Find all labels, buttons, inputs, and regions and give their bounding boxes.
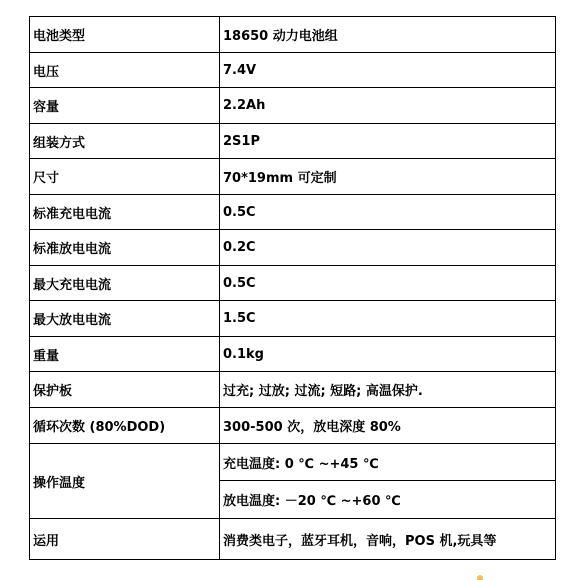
battery-spec-table bbox=[29, 16, 556, 560]
spec-value-battery-type: 18650 动力电池组 bbox=[220, 17, 556, 53]
spec-value-application: 消费类电子，蓝牙耳机，音响，POS 机,玩具等 bbox=[220, 519, 556, 560]
spec-label-battery-type: 电池类型 bbox=[30, 17, 220, 53]
spec-value-max-discharge-current: 1.5C bbox=[220, 301, 556, 337]
spec-row-application bbox=[30, 519, 556, 560]
spec-row-operating-temp bbox=[30, 444, 556, 481]
spec-value-max-charge-current: 0.5C bbox=[220, 266, 556, 301]
spec-row-cycle-count bbox=[30, 408, 556, 444]
spec-row-max-charge-current bbox=[30, 266, 556, 301]
spec-row-capacity bbox=[30, 88, 556, 124]
spec-value-discharge-temp: 放电温度: －20 ℃ ~+60 ℃ bbox=[220, 481, 556, 519]
spec-label-application: 运用 bbox=[30, 519, 220, 560]
spec-value-capacity: 2.2Ah bbox=[220, 88, 556, 124]
spec-row-max-discharge-current bbox=[30, 301, 556, 337]
spec-row-assembly bbox=[30, 124, 556, 159]
spec-label-assembly: 组装方式 bbox=[30, 124, 220, 159]
spec-label-operating-temp: 操作温度 bbox=[30, 444, 220, 519]
spec-label-std-charge-current: 标准充电电流 bbox=[30, 195, 220, 230]
spec-value-protection-board: 过充; 过放; 过流; 短路; 高温保护. bbox=[220, 372, 556, 408]
spec-label-max-discharge-current: 最大放电电流 bbox=[30, 301, 220, 337]
spec-row-std-discharge-current bbox=[30, 230, 556, 266]
spec-row-std-charge-current bbox=[30, 195, 556, 230]
spec-label-protection-board: 保护板 bbox=[30, 372, 220, 408]
spec-row-voltage bbox=[30, 53, 556, 88]
spec-value-weight: 0.1kg bbox=[220, 337, 556, 372]
spec-value-std-charge-current: 0.5C bbox=[220, 195, 556, 230]
spec-label-weight: 重量 bbox=[30, 337, 220, 372]
spec-value-size: 70*19mm 可定制 bbox=[220, 159, 556, 195]
spec-label-cycle-count: 循环次数 (80%DOD) bbox=[30, 408, 220, 444]
spec-value-charge-temp: 充电温度: 0 ℃ ~+45 ℃ bbox=[220, 444, 556, 481]
spec-value-assembly: 2S1P bbox=[220, 124, 556, 159]
spec-row-weight bbox=[30, 337, 556, 372]
spec-label-std-discharge-current: 标准放电电流 bbox=[30, 230, 220, 266]
spec-row-battery-type bbox=[30, 17, 556, 53]
spec-value-cycle-count: 300-500 次，放电深度 80% bbox=[220, 408, 556, 444]
spec-value-std-discharge-current: 0.2C bbox=[220, 230, 556, 266]
spec-label-size: 尺寸 bbox=[30, 159, 220, 195]
spec-label-max-charge-current: 最大充电电流 bbox=[30, 266, 220, 301]
spec-label-voltage: 电压 bbox=[30, 53, 220, 88]
spec-row-protection-board bbox=[30, 372, 556, 408]
spec-label-capacity: 容量 bbox=[30, 88, 220, 124]
spec-row-size bbox=[30, 159, 556, 195]
spec-value-voltage: 7.4V bbox=[220, 53, 556, 88]
decorative-mark bbox=[477, 575, 483, 580]
